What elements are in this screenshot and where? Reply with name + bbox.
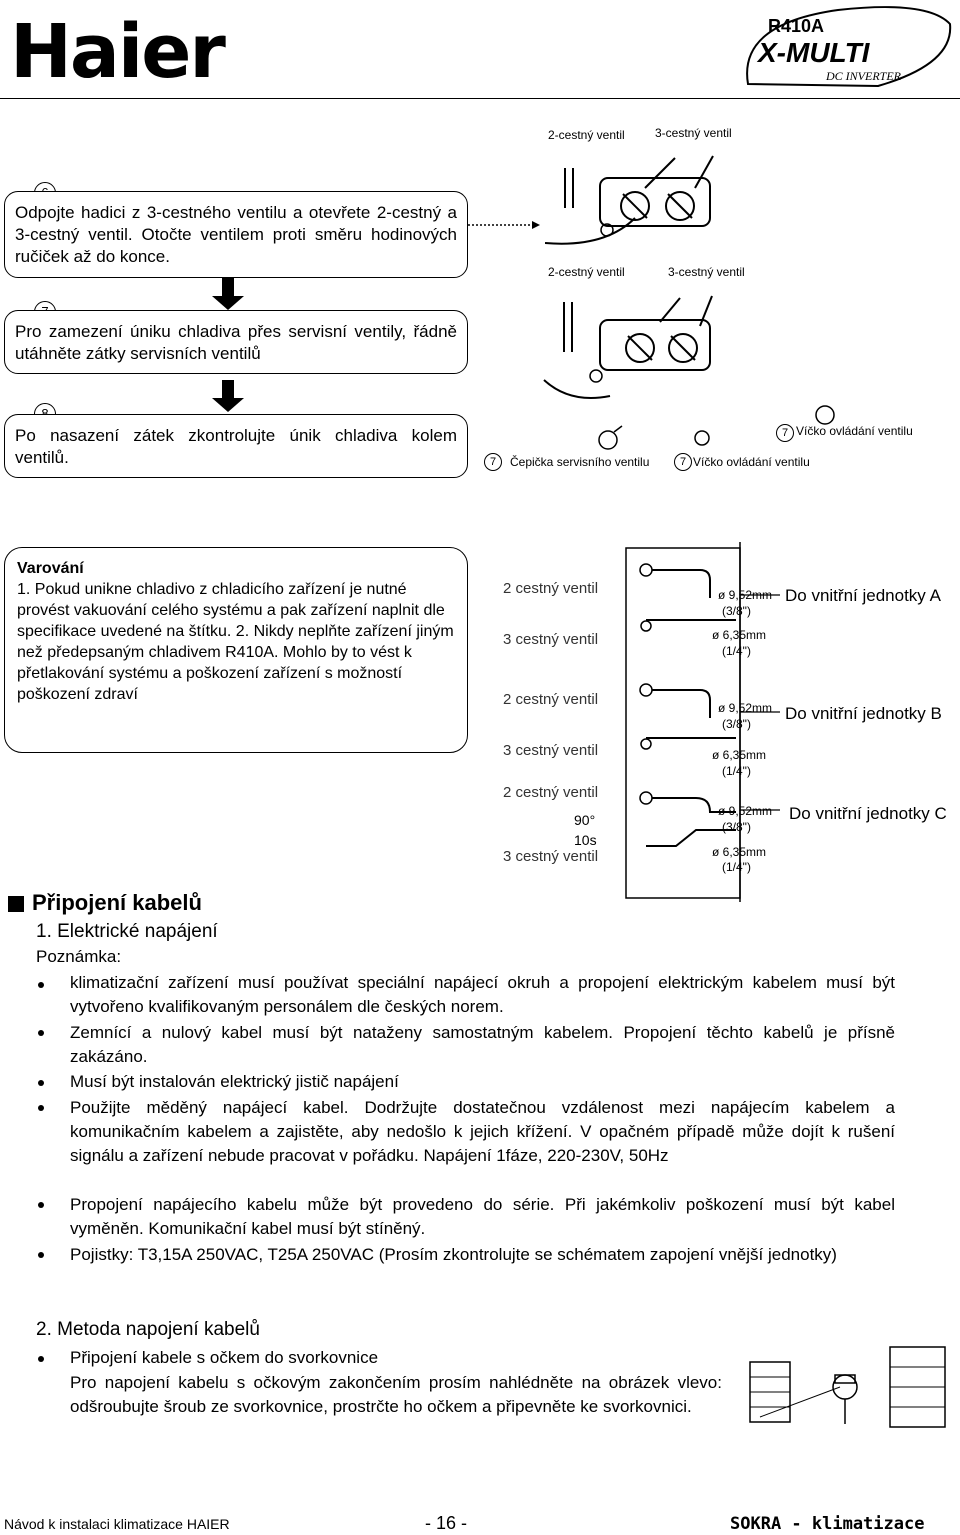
section-bullet-square: [8, 896, 24, 912]
badge-refrigerant: R410A: [768, 16, 825, 36]
cap-num-1: 7: [776, 424, 794, 442]
warning-title: Varování: [17, 560, 84, 577]
pipe-2way-b: 2 cestný ventil: [503, 691, 599, 708]
subsection-power: 1. Elektrické napájení: [36, 921, 218, 942]
header-rule: [0, 98, 960, 99]
size-small-in-a: (1/4"): [722, 644, 751, 658]
label-service-cap: Čepička servisního ventilu: [510, 455, 650, 469]
warning-box: [4, 547, 468, 753]
bullet-5: Propojení napájecího kabelu může být provedeno do série. Při jakémkoliv poškození musí být kabel vyměněn. Komunikační kabel musí být stíněný.: [70, 1195, 895, 1238]
down-arrow-icon: [212, 296, 244, 310]
pipe-3way-b: 3 cestný ventil: [503, 742, 599, 759]
bullet-2: Zemnící a nulový kabel musí být nataženy samostatným kabelem. Propojení těchto kabelů je přísně zakázáno.: [70, 1023, 895, 1066]
bullet-6: Pojistky: T3,15A 250VAC, T25A 250VAC (Prosím zkontrolujte se schématem zapojení vnější jednotky): [70, 1245, 837, 1264]
bullet-4: Použijte měděný napájecí kabel. Dodržujte dostatečnou vzdálenost mezi napájecím kabelem a komunikačním kabelem a zajistěte, aby nedošlo k jejich křížení. V opačném případě může dojít k rušení signálu a zařízení nebude pracovat v pořádku. Napájení 1fáze, 220-230V, 50Hz: [70, 1098, 895, 1165]
down-arrow-icon-2: [212, 398, 244, 412]
subsection-method: 2. Metoda napojení kabelů: [36, 1319, 260, 1340]
badge-sub: DC INVERTER: [826, 69, 901, 83]
footer-left: Návod k instalaci klimatizace HAIER: [4, 1516, 230, 1532]
size-small-b: ø 6,35mm: [712, 748, 767, 762]
badge-model: X-MULTI: [758, 37, 870, 68]
down-arrow-stem-2: [222, 380, 234, 398]
bullet-dot: [38, 1202, 44, 1208]
size-small-a: ø 6,35mm: [712, 628, 767, 642]
cap-num-2: 7: [484, 453, 502, 471]
section-title: Připojení kabelů: [32, 890, 202, 915]
bullet-dot: [38, 1105, 44, 1111]
label-2way-top: 2-cestný ventil: [548, 128, 625, 142]
page-number: - 16 -: [425, 1513, 468, 1533]
down-arrow-stem: [222, 278, 234, 296]
brand-logo: Haier: [10, 9, 224, 95]
size-large-a: ø 9,52mm: [718, 588, 773, 602]
step-8-text: Po nasazení zátek zkontrolujte únik chladiva kolem ventilů.: [15, 426, 457, 467]
size-large-in-b: (3/8"): [722, 717, 751, 731]
bullet-dot: [38, 1030, 44, 1036]
size-large-in-c: (3/8"): [722, 820, 751, 834]
unit-b-label: Do vnitřní jednotky B: [785, 704, 942, 723]
unit-a-label: Do vnitřní jednotky A: [785, 586, 941, 605]
bullet-dot: [38, 982, 44, 988]
control-cap-icon: [692, 428, 712, 448]
bullet-3: Musí být instalován elektrický jistič napájení: [70, 1072, 399, 1091]
valve-illustration-2: [540, 292, 760, 407]
label-2way-mid: 2-cestný ventil: [548, 265, 625, 279]
step-6-box: [4, 191, 468, 278]
bullet-dot: [38, 1080, 44, 1086]
size-small-in-b: (1/4"): [722, 764, 751, 778]
cap-num-3: 7: [674, 453, 692, 471]
pipe-2way-c: 2 cestný ventil: [503, 784, 599, 801]
unit-c-label: Do vnitřní jednotky C: [789, 804, 947, 823]
pipe-2way-a: 2 cestný ventil: [503, 580, 599, 597]
time-label: 10s: [574, 832, 597, 848]
size-large-c: ø 9,52mm: [718, 804, 773, 818]
warning-text: 1. Pokud unikne chladivo z chladicího zařízení je nutné provést vakuování celého systému a pak zařízení naplnit dle specifikace uvedené na štítku. 2. Nikdy neplňte zařízení jiným než předepsaným chladivem R410A. Mohlo by to vést k přetlakování systému a poškození zařízení s možností poškození zdraví: [17, 581, 454, 703]
size-small-c: ø 6,35mm: [712, 845, 767, 859]
bullet-dot: [38, 1252, 44, 1258]
step-7-box: [4, 310, 468, 374]
model-badge: [728, 4, 954, 88]
method-bullet: Připojení kabele s očkem do svorkovnice: [70, 1348, 379, 1367]
label-3way-mid: 3-cestný ventil: [668, 265, 745, 279]
bullet-1: klimatizační zařízení musí používat speciální napájecí okruh a propojení elektrickým kabelem musí být vytvořeno kvalifikovaným personálem dle českých norem.: [70, 973, 895, 1016]
label-3way-top: 3-cestný ventil: [655, 126, 732, 140]
label-control-cap: Víčko ovládání ventilu: [693, 455, 810, 469]
service-cap-icon: [596, 424, 626, 454]
label-control-cap-top: Víčko ovládání ventilu: [796, 424, 913, 438]
pipe-3way-a: 3 cestný ventil: [503, 631, 599, 648]
note-label: Poznámka:: [36, 947, 122, 966]
size-small-in-c: (1/4"): [722, 860, 751, 874]
step-6-text: Odpojte hadici z 3-cestného ventilu a otevřete 2-cestný a 3-cestný ventil. Otočte ventilem proti směru hodinových ručiček až do konce.: [15, 203, 457, 266]
step-8-box: [4, 414, 468, 478]
step-7-text: Pro zamezení úniku chladiva přes servisní ventily, řádně utáhněte zátky servisních ventilů: [15, 322, 457, 363]
method-paragraph: Pro napojení kabelu s očkovým zakončením prosím nahlédněte na obrázek vlevo: odšroubujte šroub ze svorkovnice, prostrčte ho očkem a připevněte ke svorkovnici.: [70, 1373, 722, 1416]
size-large-in-a: (3/8"): [722, 604, 751, 618]
pipe-3way-c: 3 cestný ventil: [503, 848, 599, 865]
terminal-block-illustration: [740, 1332, 960, 1442]
dotted-arrow-icon: [468, 220, 540, 230]
size-large-b: ø 9,52mm: [718, 701, 773, 715]
bullet-dot: [38, 1356, 44, 1362]
angle-label: 90°: [574, 812, 596, 828]
valve-illustration-1: [545, 148, 760, 260]
footer-right: SOKRA - klimatizace: [730, 1514, 925, 1534]
